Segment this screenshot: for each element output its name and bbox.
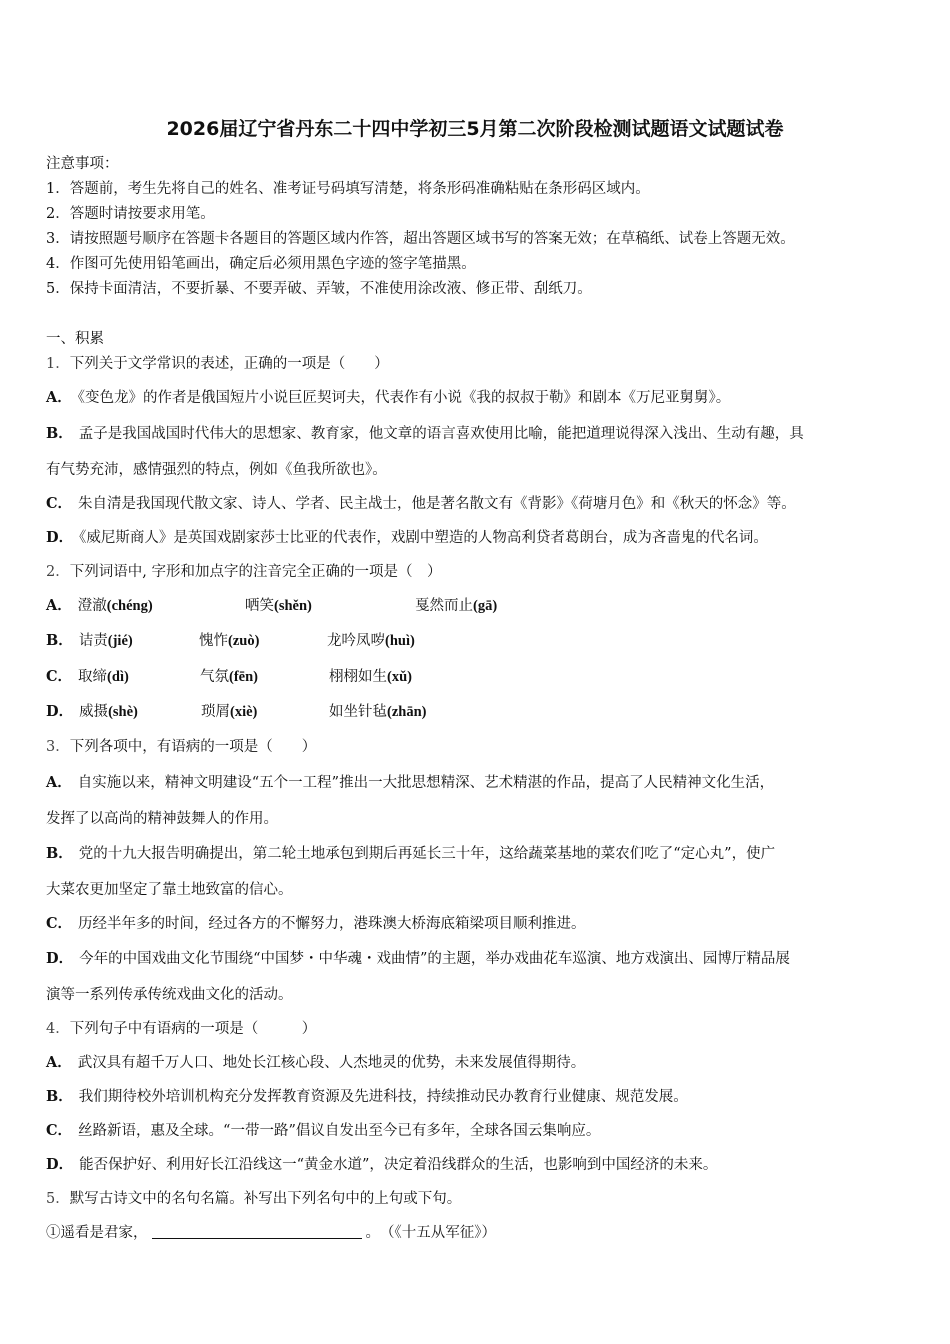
q1-option-a: A． 《变色龙》的作者是俄国短片小说巨匠契诃夫，代表作有小说《我的叔叔于勒》和剧本《万尼亚舅舅》。 <box>46 389 731 406</box>
notice-item: 1．答题前，考生先将自己的姓名、准考证号码填写清楚，将条形码准确粘贴在条形码区域内。 <box>46 181 650 197</box>
q1-option-d: D． 《威尼斯商人》是英国戏剧家莎士比亚的代表作，戏剧中塑造的人物高利贷者葛朗台，成为吝啬鬼的代名词。 <box>46 529 768 546</box>
notice-heading: 注意事项： <box>46 156 119 172</box>
q1-option-b: B． 孟子是我国战国时代伟大的思想家、教育家，他文章的语言喜欢使用比喻，能把道理说得深入浅出、生动有趣，具 <box>46 425 804 442</box>
q2-word: 如坐针毡(zhān) <box>329 704 427 720</box>
answer-blank[interactable] <box>152 1224 362 1239</box>
q2-word: 戛然而止(gā) <box>415 598 498 614</box>
q3-option-b-cont: 大菜农更加坚定了靠土地致富的信心。 <box>46 882 293 898</box>
q2-word: 哂笑(shěn) <box>245 598 312 614</box>
q1-option-b-cont: 有气势充沛，感情强烈的特点，例如《鱼我所欲也》。 <box>46 462 387 478</box>
question-4-stem: 4．下列句子中有语病的一项是（ ） <box>46 1021 317 1037</box>
q2-option-a: A． 澄澈(chéng) <box>46 597 153 614</box>
q4-option-b: B． 我们期待校外培训机构充分发挥教育资源及先进科技，持续推动民办教育行业健康、规范发展。 <box>46 1088 688 1105</box>
question-5-stem: 5．默写古诗文中的名句名篇。补写出下列名句中的上句或下句。 <box>46 1191 462 1207</box>
notice-item: 2．答题时请按要求用笔。 <box>46 206 215 222</box>
q2-word: 琐屑(xiè) <box>201 704 258 720</box>
notice-item: 3．请按照题号顺序在答题卡各题目的答题区域内作答，超出答题区域书写的答案无效；在草稿纸、试卷上答题无效。 <box>46 231 795 247</box>
q4-option-c: C． 丝路新语，惠及全球。“一带一路”倡议自发出至今已有多年，全球各国云集响应。 <box>46 1122 601 1139</box>
q2-word: 龙吟凤哕(huì) <box>327 633 415 649</box>
q3-option-d-cont: 演等一系列传承传统戏曲文化的活动。 <box>46 987 293 1003</box>
q2-option-d: D． 威摄(shè) <box>46 703 138 720</box>
q2-option-b: B． 诘责(jié) <box>46 632 133 649</box>
question-1-stem: 1．下列关于文学常识的表述，正确的一项是（ ） <box>46 356 389 372</box>
q2-word: 栩栩如生(xǔ) <box>329 669 412 685</box>
q2-word: 气氛(fēn) <box>200 669 258 685</box>
q5-item-1: ①遥看是君家， 。 （《十五从军征》） <box>46 1225 496 1241</box>
notice-item: 5．保持卡面清洁，不要折暴、不要弄破、弄皱，不准使用涂改液、修正带、刮纸刀。 <box>46 281 592 297</box>
question-2-stem: 2．下列词语中, 字形和加点字的注音完全正确的一项是（ ） <box>46 564 442 580</box>
q3-option-c: C． 历经半年多的时间，经过各方的不懈努力，港珠澳大桥海底箱梁项目顺利推进。 <box>46 915 586 932</box>
q1-option-c: C． 朱自清是我国现代散文家、诗人、学者、民主战士，他是著名散文有《背影》《荷塘月色》和《秋天的怀念》等。 <box>46 495 796 512</box>
q4-option-a: A． 武汉具有超千万人口、地处长江核心段、人杰地灵的优势，未来发展值得期待。 <box>46 1054 586 1071</box>
q3-option-d: D． 今年的中国戏曲文化节围绕“中国梦・中华魂・戏曲情”的主题，举办戏曲花车巡演、地方戏演出、园博厅精品展 <box>46 950 790 967</box>
q2-option-c: C． 取缔(dì) <box>46 668 129 685</box>
question-number: 1． <box>46 356 70 372</box>
q4-option-d: D． 能否保护好、利用好长江沿线这一“黄金水道”，决定着沿线群众的生活，也影响到中国经济的未来。 <box>46 1156 718 1173</box>
q2-word: 愧怍(zuò) <box>199 633 260 649</box>
q3-option-a: A． 自实施以来，精神文明建设“五个一工程”推出一大批思想精深、艺术精湛的作品，提高了人民精神文化生活， <box>46 774 775 791</box>
q3-option-b: B． 党的十九大报告明确提出，第二轮土地承包到期后再延长三十年，这给蔬菜基地的菜农们吃了“定心丸”，使广 <box>46 845 776 862</box>
question-3-stem: 3．下列各项中，有语病的一项是（ ） <box>46 739 317 755</box>
q3-option-a-cont: 发挥了以高尚的精神鼓舞人的作用。 <box>46 811 278 827</box>
section-heading: 一、积累 <box>46 331 104 347</box>
page-title: 2026届辽宁省丹东二十四中学初三5月第二次阶段检测试题语文试题试卷 <box>166 118 784 140</box>
notice-item: 4．作图可先使用铅笔画出，确定后必须用黑色字迹的签字笔描黑。 <box>46 256 476 272</box>
